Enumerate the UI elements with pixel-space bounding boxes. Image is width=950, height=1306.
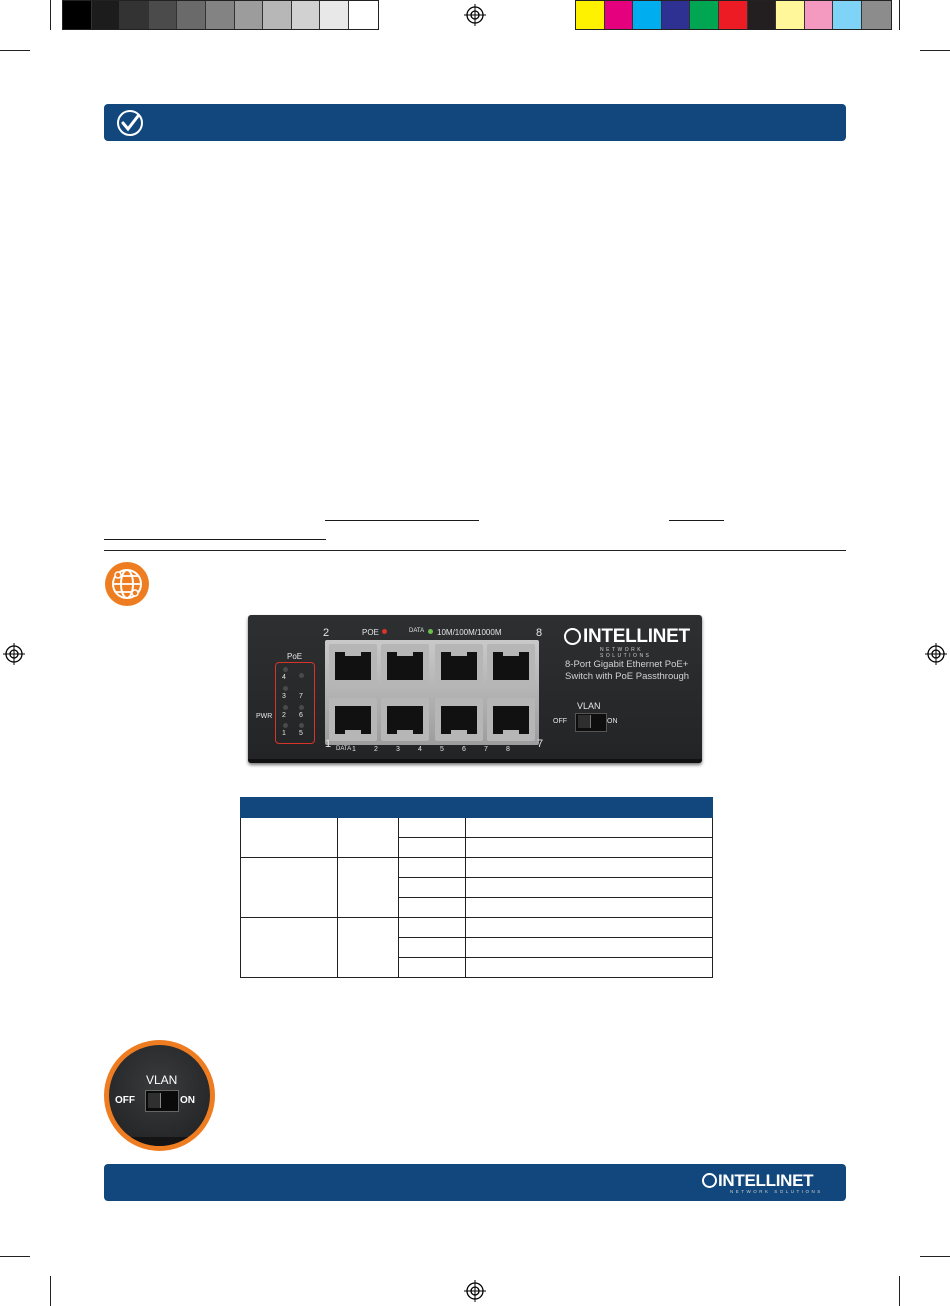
gray-swatch: [92, 1, 121, 29]
logo-tagline: NETWORK SOLUTIONS: [600, 647, 652, 659]
data-row-label: DATA: [336, 746, 352, 752]
table-cell: [466, 878, 713, 898]
gray-swatch: [320, 1, 349, 29]
color-swatch: [862, 1, 891, 29]
table-cell: [399, 958, 466, 978]
crop-mark: [0, 50, 30, 51]
led-status-table: [240, 797, 713, 978]
power-label: PWR: [256, 713, 273, 720]
switch-front-panel: [248, 615, 702, 763]
table-cell: [338, 858, 399, 918]
port-number-bottom-right: 7: [537, 738, 544, 750]
gray-swatch: [206, 1, 235, 29]
crop-mark: [50, 0, 51, 30]
crop-mark: [50, 1276, 51, 1306]
section-header-bar: [104, 104, 846, 141]
vlan-closeup-on: ON: [180, 1095, 195, 1106]
gray-swatch: [235, 1, 264, 29]
crop-mark: [0, 1256, 30, 1257]
crop-mark: [899, 1276, 900, 1306]
table-cell: [466, 938, 713, 958]
rj45-port[interactable]: [487, 644, 535, 687]
table-header-cell: [466, 798, 713, 818]
poe-port-number: 2: [282, 712, 286, 719]
table-row: [241, 858, 713, 878]
table-row: [241, 818, 713, 838]
port-number-bottom-left: 1: [325, 738, 332, 750]
data-label: DATA: [409, 628, 425, 634]
data-port-number: 8: [506, 746, 510, 753]
rj45-port[interactable]: [487, 698, 535, 741]
data-port-number: 3: [396, 746, 400, 753]
logo-wordmark: INTELLINET: [718, 1171, 814, 1190]
poe-port-number: 4: [282, 674, 286, 681]
poe-port-led: [299, 723, 304, 728]
product-name-line-2: Switch with PoE Passthrough: [565, 671, 690, 682]
gray-swatch: [263, 1, 292, 29]
poe-port-led: [283, 686, 288, 691]
data-port-number: 2: [374, 746, 378, 753]
table-cell: [338, 818, 399, 858]
poe-port-led: [283, 723, 288, 728]
table-header-row: [241, 798, 713, 818]
vlan-off-label: OFF: [553, 718, 567, 725]
table-cell: [399, 938, 466, 958]
color-swatch: [576, 1, 605, 29]
vlan-closeup-off: OFF: [115, 1095, 135, 1106]
poe-led: [382, 629, 387, 634]
poe-port-number: 6: [299, 712, 303, 719]
rj45-port[interactable]: [329, 644, 377, 687]
gray-swatch: [63, 1, 92, 29]
footer-bar: [104, 1164, 846, 1201]
poe-port-number: 1: [282, 730, 286, 737]
registration-mark-icon: [464, 4, 486, 26]
color-swatch: [605, 1, 634, 29]
table-cell: [466, 958, 713, 978]
rj45-port[interactable]: [329, 698, 377, 741]
logo-wordmark: INTELLINET: [583, 626, 690, 647]
registration-mark-icon: [925, 643, 947, 665]
gray-swatch: [149, 1, 178, 29]
rj45-port-block: [325, 640, 539, 745]
color-swatch: [805, 1, 834, 29]
registration-mark-icon: [464, 1280, 486, 1302]
data-led: [428, 629, 433, 634]
poe-port-led: [299, 705, 304, 710]
gray-swatch: [292, 1, 321, 29]
poe-port-led: [299, 673, 304, 678]
table-cell: [399, 858, 466, 878]
data-port-number: 6: [462, 746, 466, 753]
port-number-top-left: 2: [323, 627, 330, 639]
table-header-cell: [338, 798, 399, 818]
gray-swatch: [120, 1, 149, 29]
table-cell: [241, 818, 338, 858]
rj45-port[interactable]: [381, 644, 429, 687]
table-cell: [466, 918, 713, 938]
vlan-closeup-title: VLAN: [146, 1073, 178, 1087]
poe-status-header: PoE: [287, 652, 303, 661]
poe-port-number: 5: [299, 730, 303, 737]
check-badge-icon: [116, 109, 144, 137]
rj45-port[interactable]: [381, 698, 429, 741]
logo-tagline: NETWORK SOLUTIONS: [730, 1189, 823, 1194]
data-port-number: 5: [440, 746, 444, 753]
globe-network-icon: [104, 561, 150, 607]
rj45-port[interactable]: [435, 698, 483, 741]
color-swatch: [776, 1, 805, 29]
vlan-on-label: ON: [607, 718, 618, 725]
table-cell: [399, 898, 466, 918]
logo-check-icon: [564, 628, 581, 645]
logo-check-icon: [702, 1173, 717, 1188]
product-name-line-1: 8-Port Gigabit Ethernet PoE+: [565, 659, 689, 670]
intellinet-logo: [564, 625, 694, 659]
table-cell: [399, 918, 466, 938]
section-divider: [104, 550, 846, 551]
crop-mark: [920, 50, 950, 51]
poe-port-number: 7: [299, 693, 303, 700]
registration-mark-icon: [3, 643, 25, 665]
poe-port-number: 3: [282, 693, 286, 700]
footer-intellinet-logo: [702, 1169, 837, 1197]
table-cell: [466, 818, 713, 838]
table-row: [241, 918, 713, 938]
crop-mark: [920, 1256, 950, 1257]
gray-swatch: [177, 1, 206, 29]
color-swatch: [633, 1, 662, 29]
speed-label: 10M/100M/1000M: [437, 628, 502, 637]
hyperlink-underline[interactable]: [325, 520, 479, 521]
data-port-number: 4: [418, 746, 422, 753]
data-port-number: 7: [484, 746, 488, 753]
crop-mark: [899, 0, 900, 30]
color-swatch: [662, 1, 691, 29]
table-header-cell: [241, 798, 338, 818]
gray-swatch: [349, 1, 378, 29]
poe-label: POE: [362, 628, 379, 637]
table-cell: [399, 878, 466, 898]
grayscale-color-bar: [62, 0, 379, 30]
table-cell: [466, 858, 713, 878]
poe-port-led: [283, 705, 288, 710]
color-swatch: [748, 1, 777, 29]
color-swatch: [690, 1, 719, 29]
table-cell: [241, 858, 338, 918]
vlan-switch-closeup: [104, 1040, 215, 1151]
table-cell: [399, 818, 466, 838]
data-port-number: 1: [352, 746, 356, 753]
port-number-top-right: 8: [536, 627, 543, 639]
hyperlink-underline[interactable]: [669, 520, 724, 521]
hyperlink-underline[interactable]: [104, 539, 326, 540]
vlan-toggle-switch[interactable]: [575, 713, 607, 732]
table-cell: [466, 838, 713, 858]
table-cell: [241, 918, 338, 978]
poe-status-box: [275, 662, 315, 744]
poe-port-led: [283, 667, 288, 672]
table-cell: [338, 918, 399, 978]
table-cell: [399, 838, 466, 858]
table-cell: [466, 898, 713, 918]
process-color-bar: [575, 0, 892, 30]
color-swatch: [719, 1, 748, 29]
vlan-closeup-toggle[interactable]: [145, 1090, 179, 1112]
rj45-port[interactable]: [435, 644, 483, 687]
color-swatch: [833, 1, 862, 29]
vlan-title: VLAN: [577, 701, 601, 711]
table-header-cell: [399, 798, 466, 818]
